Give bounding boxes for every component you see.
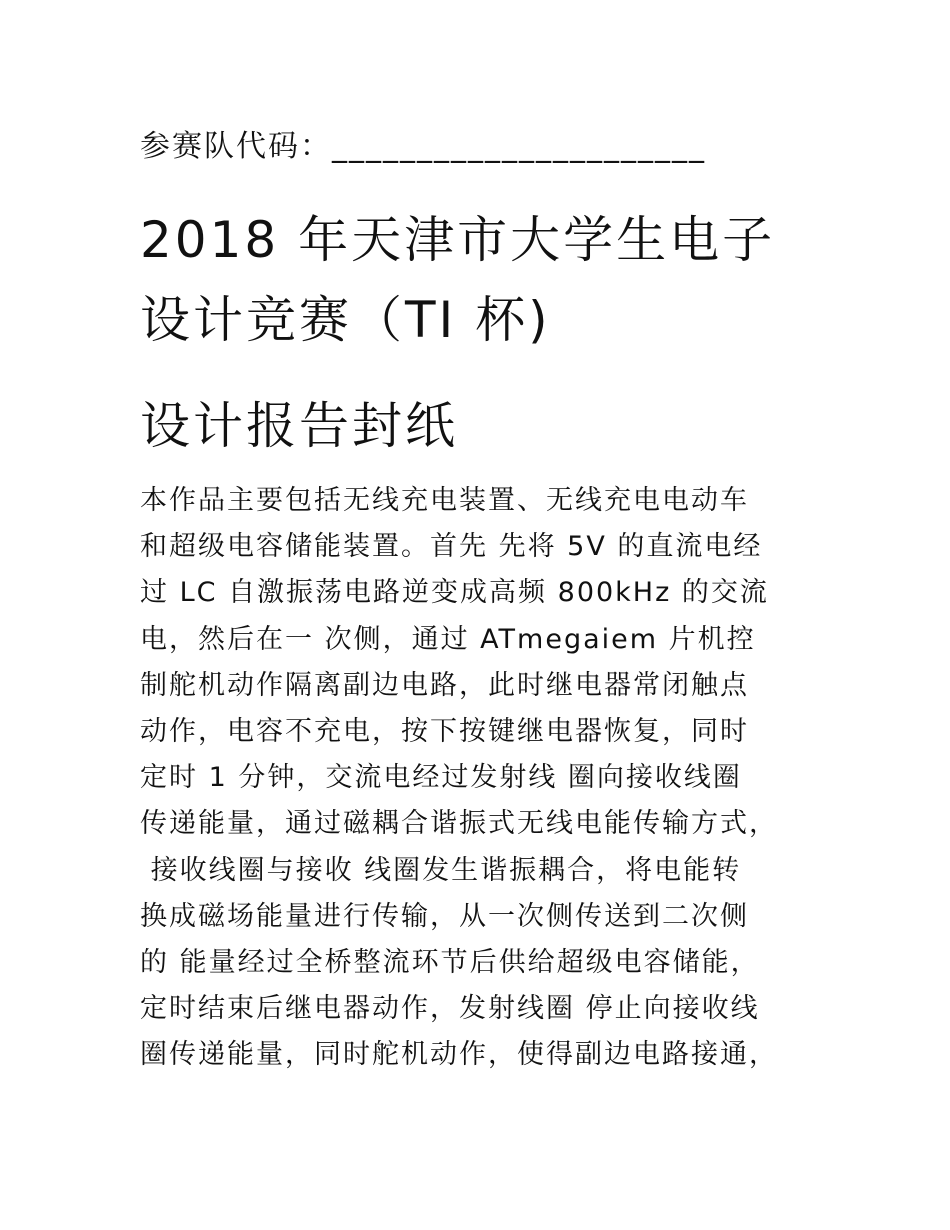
abstract-line: 接收线圈与接收 线圈发生谐振耦合，将电能转 [140,854,742,886]
abstract-line: 定时结束后继电器动作，发射线圈 停止向接收线 [140,993,760,1025]
abstract-line: 的 能量经过全桥整流环节后供给超级电容储能， [140,946,760,978]
abstract-line: 制舵机动作隔离副边电路，此时继电器常闭触点 [140,669,749,701]
abstract-line: 换成磁场能量进行传输，从一次侧传送到二次侧 [140,900,749,932]
report-cover-heading: 设计报告封纸 [140,397,458,455]
abstract-line: 和超级电容储能装置。首先 先将 5V 的直流电经 [140,531,763,563]
abstract-paragraph [140,478,840,1078]
competition-title [140,200,840,360]
abstract-line: 传递能量，通过磁耦合谐振式无线电能传输方式， [140,808,778,840]
abstract-line: 电，然后在一 次侧，通过 ATmegaiem 片机控 [140,623,756,655]
abstract-line: 圈传递能量，同时舵机动作，使得副边电路接通， [140,1039,778,1071]
abstract-line: 定时 1 分钟，交流电经过发射线 圈向接收线圈 [140,762,742,794]
abstract-line: 过 LC 自激振荡电路逆变成高频 800kHz 的交流 [140,577,769,609]
title-line-2: 设计竞赛（TI 杯) [140,291,551,349]
abstract-line: 本作品主要包括无线充电装置、无线充电电动车 [140,485,749,516]
team-code-field: 参赛队代码：______________________ [140,129,706,164]
title-line-1: 2018 年天津市大学生电子 [140,211,776,269]
abstract-line: 动作，电容不充电，按下按键继电器恢复，同时 [140,715,749,747]
